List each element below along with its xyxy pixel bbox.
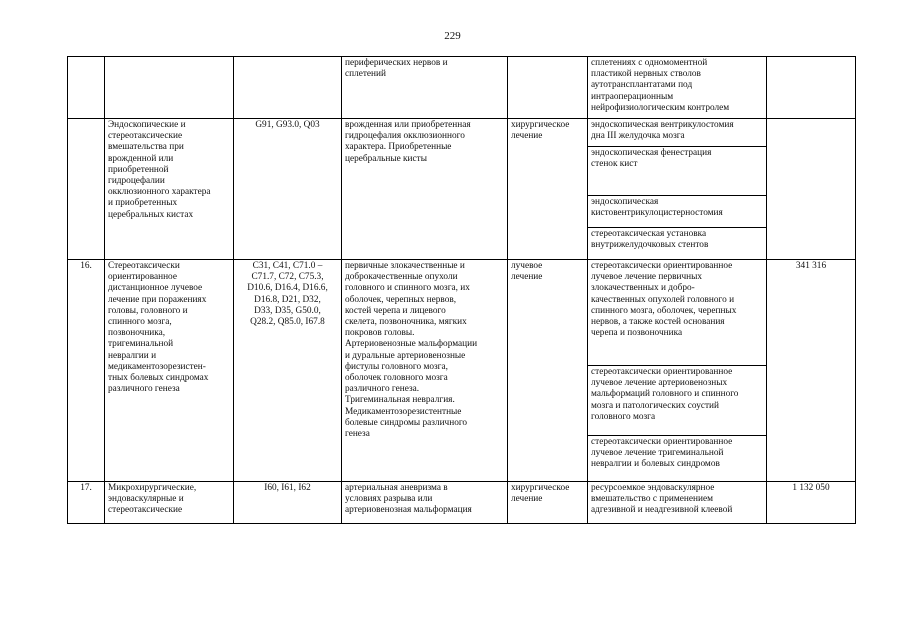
cell-text-line: Эндоскопические и [108,120,186,130]
cell-text-line: артериовенозная мальформация [345,505,472,516]
cell-text-line: артериальная аневризма в [345,483,448,493]
cell-model [342,57,508,119]
cell-text-line: позвоночника, [108,328,166,339]
cell-text-line: спинного мозга, оболочек, черепных [591,305,737,316]
table-row-endoscopic [68,119,856,260]
cell-text-line: условиях разрыва или [345,494,433,505]
cell-model [342,482,508,524]
cell-text-line: окклюзионного характера [108,187,211,198]
cell-text-line: вмешательства при [108,142,184,153]
cell-text-line: первичные злокачественные и [345,261,465,271]
cell-text-line: сплетениях с одномоментной [591,58,708,68]
cell-text-line: стереотаксические [108,505,183,516]
cell-number [68,119,105,260]
cell-text-line: головного и спинного мозга, их [345,283,470,294]
cell-number [68,57,105,119]
method-fenestration [588,146,766,195]
cell-treatment-type [508,57,588,119]
cell-text-line: генеза [345,429,370,440]
cell-name [105,57,234,119]
cell-text-line: Медикаментозорезистентные [345,406,462,417]
cell-text-line: фистулы головного мозга, [345,361,448,372]
cell-text-line: эндоскопическая фенестрация [591,148,712,158]
cell-text-line: Q28.2, Q85.0, I67.8 [250,317,325,328]
cell-codes [234,260,342,482]
cell-codes [234,119,342,260]
medical-services-table [67,56,856,524]
cell-text-line: различного генеза [108,384,180,395]
cell-text-line: костей черепа и лицевого [345,305,446,316]
cell-cost [767,119,856,260]
cell-text-line: внутрижелудочковых стентов [591,240,709,251]
cell-model [342,260,508,482]
cell-text-line: эндоваскулярные и [108,494,184,505]
cell-method [588,57,767,119]
cell-text-line: врожденная или приобретенная [345,120,471,130]
cell-text-line: стереотаксически ориентированное [591,367,733,377]
cell-text-line: I60, I61, I62 [264,483,311,493]
method-avm [588,365,766,435]
cell-methods [588,260,767,482]
cell-codes [234,57,342,119]
cell-text-line: кистовентрикулоцистерностомия [591,208,723,219]
cell-text-line: болевые синдромы различного [345,417,468,428]
cell-text-line: нервов, а также костей основания [591,317,725,328]
cell-text-line: приобретенной [108,164,169,175]
cell-cost: 341 316 [767,260,856,482]
cell-text-line: стереотаксически ориентированное [591,437,733,447]
cell-text-line: невралгии и [108,350,157,361]
cell-text-line: стереотаксическая установка [591,229,707,239]
cell-text-line: головы, головного и [108,305,188,316]
cell-text-line: пластикой нервных стволов [591,69,701,80]
cell-cost [767,57,856,119]
cell-text-line: G91, G93.0, Q03 [255,120,320,130]
cell-text-line: церебральные кисты [345,153,427,164]
cell-text-line: покровов головы. [345,328,415,339]
cell-text-line: гидроцефалии [108,176,165,187]
page-number: 229 [444,30,461,42]
cell-text-line: невралгии и болевых синдромов [591,459,720,470]
cell-text-line: периферических нервов и [345,58,448,68]
cell-model [342,119,508,260]
cell-text-line: дистанционное лучевое [108,283,203,294]
cell-text-line: и приобретенных [108,198,178,209]
cell-text-line: черепа и позвоночника [591,328,683,339]
cell-text-line: различного генеза. [345,384,420,395]
cell-text-line: дна III желудочка мозга [591,131,685,142]
cell-text-line: спинного мозга, [108,317,172,328]
cell-text-line: лечение [511,131,543,142]
cell-text-line: качественных опухолей головного и [591,294,735,305]
cell-text-line: медикаментозорезистен- [108,361,206,372]
cell-text-line: D33, D35, G50.0, [254,305,321,316]
cell-text-line: Артериовенозные мальформации [345,339,478,350]
cell-text-line: ориентированное [108,272,177,283]
cell-text-line: оболочек головного мозга [345,373,448,384]
table-row-continuation [68,57,856,119]
cell-text-line: стереотаксические [108,131,183,142]
cell-text-line: лечение [511,272,543,283]
cell-number: 16. [68,260,105,482]
cell-cost: 1 132 050 [767,482,856,524]
cell-codes [234,482,342,524]
cell-text-line: характера. Приобретенные [345,142,452,153]
cell-text-line: врожденной или [108,153,174,164]
cell-text-line: церебральных кистах [108,209,194,220]
cell-text-line: лучевое [511,261,543,271]
cell-text-line: мозга и патологических соустий [591,400,720,411]
cell-text-line: и дуральные артериовенозные [345,350,466,361]
cell-text-line: стереотаксически ориентированное [591,261,733,271]
method-stent [588,227,766,255]
cell-text-line: интраоперационным [591,91,674,102]
cell-name [105,482,234,524]
cell-text-line: вмешательство с применением [591,494,713,505]
cell-text-line: аутотрансплантатами под [591,80,693,91]
cell-text-line: адгезивной и неадгезивной клеевой [591,505,733,516]
cell-text-line: лучевое лечение первичных [591,272,703,283]
cell-methods [588,119,767,260]
cell-text-line: Тригеминальная невралгия. [345,395,455,406]
cell-text-line: оболочек, черепных нервов, [345,294,457,305]
cell-name [105,119,234,260]
cell-text-line: доброкачественные опухоли [345,272,458,283]
cell-number: 17. [68,482,105,524]
cell-treatment-type [508,260,588,482]
cell-text-line: Микрохирургические, [108,483,197,493]
table-row-17 [68,482,856,524]
table-row-16 [68,260,856,482]
cell-text-line: Стереотаксически [108,261,180,271]
cell-text-line: злокачественных и добро- [591,283,695,294]
cell-text-line: D10.6, D16.4, D16.6, [247,283,328,294]
cell-treatment-type [508,119,588,260]
cell-text-line: эндоскопическая [591,197,659,207]
cell-text-line: лечение при поражениях [108,294,207,305]
cell-text-line: нейрофизиологическим контролем [591,102,730,113]
cell-text-line: C71.7, C72, C75.3, [251,272,324,283]
cell-text-line: сплетений [345,69,386,80]
cell-text-line: хирургическое [511,483,570,493]
cell-text-line: эндоскопическая вентрикулостомия [591,120,734,130]
method-neuralgia [588,435,766,481]
cell-text-line: хирургическое [511,120,570,130]
method-ventriculostomy [588,119,766,146]
cell-text-line: лучевое лечение артериовенозных [591,378,728,389]
method-tumors [588,260,766,365]
method-cystoventriculo [588,195,766,227]
cell-text-line: стенок кист [591,159,638,170]
cell-text-line: ресурсоемкое эндоваскулярное [591,483,715,493]
cell-text-line: мальформаций головного и спинного [591,389,739,400]
cell-text-line: лечение [511,494,543,505]
cell-text-line: скелета, позвоночника, мягких [345,317,467,328]
cell-text-line: лучевое лечение тригеминальной [591,448,724,459]
cell-name [105,260,234,482]
cell-text-line: головного мозга [591,411,656,422]
cell-text-line: тригеминальной [108,339,174,350]
cell-text-line: D16.8, D21, D32, [254,294,321,305]
cell-text-line: C31, C41, C71.0 – [252,261,323,271]
cell-treatment-type [508,482,588,524]
cell-text-line: тных болевых синдромах [108,373,209,384]
cell-text-line: гидроцефалия окклюзионного [345,131,465,142]
cell-method [588,482,767,524]
